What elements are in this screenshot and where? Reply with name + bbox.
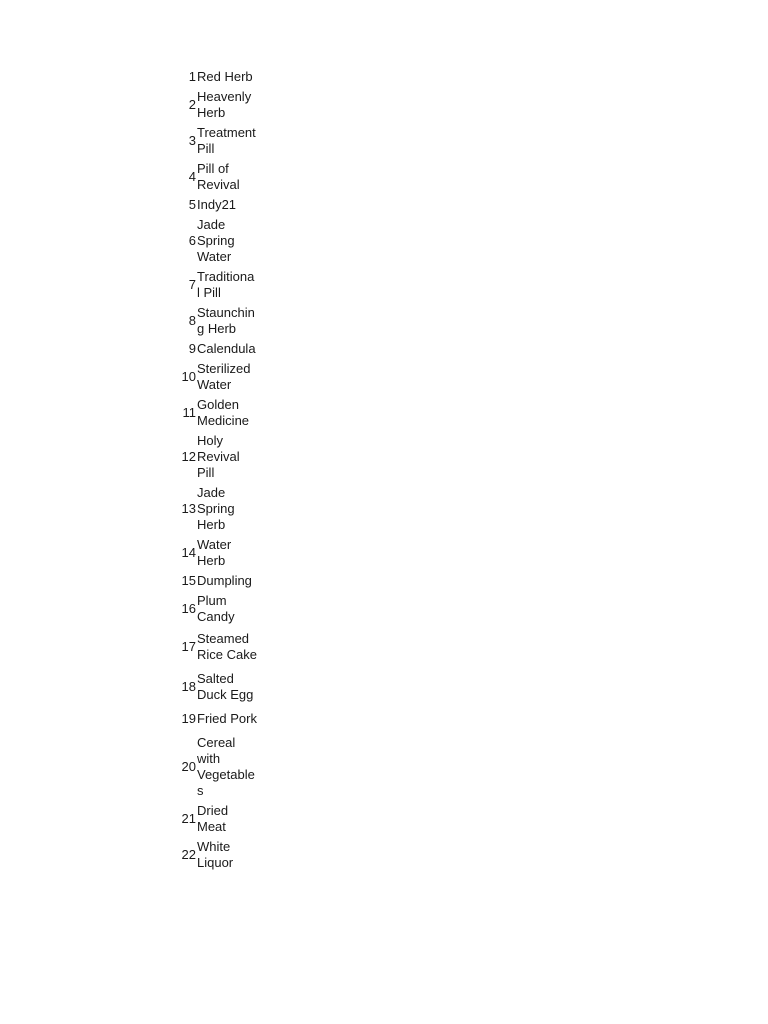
list-item [174,197,274,213]
item-number: 1 [188,69,196,84]
list-item [174,269,274,301]
list-item [174,69,274,85]
item-name: Holy Revival Pill [197,433,240,480]
item-number: 5 [188,197,196,212]
item-number: 8 [188,313,196,328]
item-name: Cereal with Vegetable s [197,735,255,798]
item-number: 22 [181,847,196,862]
item-name: Dried Meat [197,803,229,834]
item-number: 6 [188,233,196,248]
list-item [174,711,274,727]
item-name: Golden Medicine [197,397,250,428]
list-item [174,89,274,121]
item-number: 9 [188,341,196,356]
item-number: 17 [181,639,196,654]
list-item [174,217,274,265]
item-number: 18 [181,679,196,694]
item-number: 20 [181,759,196,774]
item-name: Staunchin g Herb [197,305,255,336]
item-name: Steamed Rice Cake [197,631,257,662]
item-number: 2 [188,97,196,112]
list-item [174,341,274,357]
item-number: 12 [181,449,196,464]
item-name: Plum Candy [197,593,235,624]
item-number: 21 [181,811,196,826]
list-item [174,125,274,157]
item-name: Jade Spring Herb [197,485,235,532]
list-item [174,631,274,663]
item-name: Red Herb [197,69,253,84]
item-number: 13 [181,501,196,516]
item-number: 11 [182,405,196,420]
item-list [174,69,274,875]
list-item [174,305,274,337]
item-name: Treatment Pill [197,125,256,156]
item-name: Jade Spring Water [197,217,235,264]
list-item [174,537,274,569]
item-name: White Liquor [197,839,234,870]
item-number: 19 [181,711,196,726]
item-number: 10 [181,369,196,384]
item-number: 3 [188,133,196,148]
list-item [174,573,274,589]
item-name: Heavenly Herb [197,89,252,120]
list-item [174,593,274,625]
item-name: Dumpling [197,573,252,588]
item-name: Indy21 [197,197,237,212]
item-name: Water Herb [197,537,232,568]
item-name: Fried Pork [197,711,257,726]
list-item [174,735,274,799]
item-name: Salted Duck Egg [197,671,254,702]
item-number: 16 [181,601,196,616]
list-item [174,433,274,481]
item-name: Calendula [197,341,256,356]
item-number: 15 [181,573,196,588]
item-name: Sterilized Water [197,361,251,392]
item-number: 14 [181,545,196,560]
list-item [174,361,274,393]
list-item [174,397,274,429]
list-item [174,485,274,533]
item-number: 7 [188,277,196,292]
list-item [174,803,274,835]
item-name: Pill of Revival [197,161,240,192]
list-item [174,839,274,871]
item-number: 4 [188,169,196,184]
list-item [174,671,274,703]
item-name: Traditiona l Pill [197,269,255,300]
list-item [174,161,274,193]
